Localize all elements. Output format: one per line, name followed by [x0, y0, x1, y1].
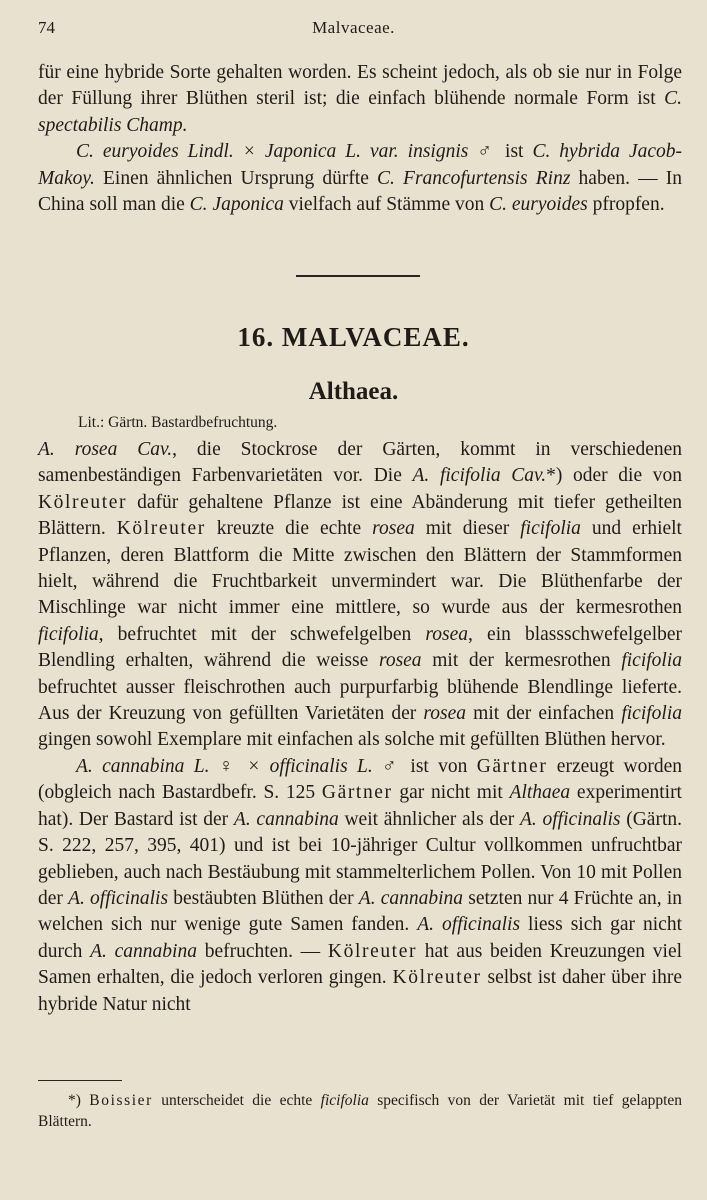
page-number: 74	[38, 18, 55, 37]
intro-text	[38, 60, 682, 218]
running-head: Malvaceae.	[312, 18, 395, 37]
body-paragraph-1: A. rosea Cav., die Stockrose der Gärten, kommt in verschiedenen samenbeständigen Farbenvarietäten vor. Die A. ficifolia Cav.*) oder die von Kölreuter dafür gehaltene Pflanze ist eine Abänderung mit tiefer getheilten Blättern. Kölreuter kreuzte die echte rosea mit dieser ficifolia und erhielt Pflanzen, deren Blattform die Mitte zwischen den Blättern der Stammformen hielt, während die Fruchtbarkeit unvermindert war. Die Blüthenfarbe der Mischlinge war nicht immer eine mittlere, so wurde aus der kermesrothen ficifolia, befruchtet mit der schwefelgelben rosea, ein blassschwefelgelber Blendling erhalten, während die weisse rosea mit der kermesrothen ficifolia befruchtet ausser fleischrothen auch purpurfarbig blühende Blendlinge lieferte. Aus der Kreuzung von gefüllten Varietäten der rosea mit der einfachen ficifolia gingen sowohl Exemplare mit einfachen als solche mit gefüllten Blüthen hervor.	[38, 439, 683, 751]
footnote-rule	[38, 1080, 122, 1081]
body-text	[38, 437, 682, 1018]
section-divider	[296, 275, 420, 277]
section-title: 16. MALVACEAE.	[237, 322, 470, 352]
literature-note: Lit.: Gärtn. Bastardbefruchtung.	[78, 414, 278, 431]
footnote: *) Boissier unterscheidet die echte ficifolia specifisch von der Varietät mit tief gelappten Blättern.	[38, 1092, 683, 1130]
genus-title: Althaea.	[308, 378, 399, 405]
intro-paragraph-2: C. euryoides Lindl. × Japonica L. var. insignis ♂ ist C. hybrida Jacob-Makoy. Einen ähnlichen Ursprung dürfte C. Francofurtensis Rinz haben. — In China soll man die C. Japonica vielfach auf Stämme von C. euryoides pfropfen.	[38, 141, 682, 216]
intro-paragraph-1: für eine hybride Sorte gehalten worden. Es scheint jedoch, als ob sie nur in Folge der Füllung ihrer Blüthen steril ist; die einfach blühende normale Form ist C. spectabilis Champ.	[38, 62, 682, 136]
page-header	[0, 18, 707, 42]
body-paragraph-2: A. cannabina L. ♀ × officinalis L. ♂ ist von Gärtner erzeugt worden (obgleich nach Bastardbefr. S. 125 Gärtner gar nicht mit Althaea experimentirt hat). Der Bastard ist der A. cannabina weit ähnlicher als der A. officinalis (Gärtn. S. 222, 257, 395, 401) und ist bei 10-jähriger Cultur vollkommen unfruchtbar geblieben, auch nach Bestäubung mit stammelterlichem Pollen. Von 10 mit Pollen der A. officinalis bestäubten Blüthen der A. cannabina setzten nur 4 Früchte an, in welchen sich nur wenige gute Samen fanden. A. officinalis liess sich gar nicht durch A. cannabina befruchten. — Kölreuter hat aus beiden Kreuzungen viel Samen erhalten, die jedoch verloren gingen. Kölreuter selbst ist daher über ihre hybride Natur nicht	[38, 755, 683, 1015]
